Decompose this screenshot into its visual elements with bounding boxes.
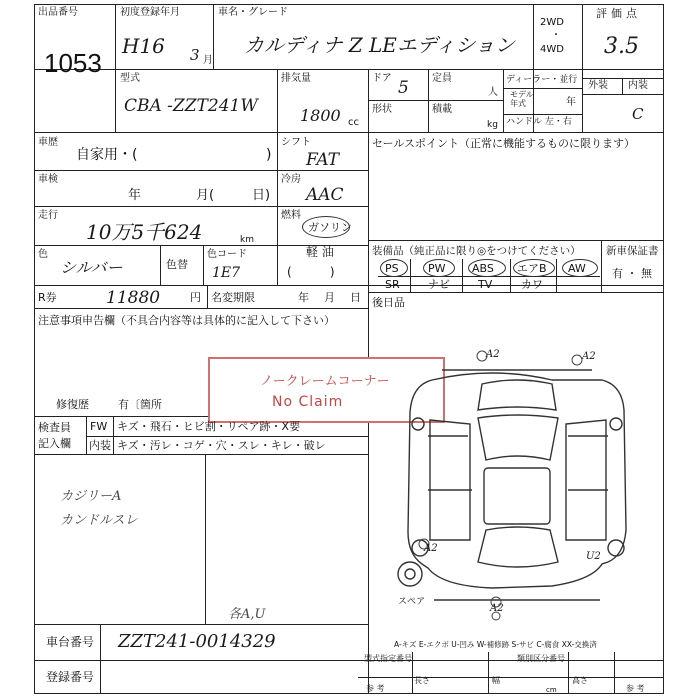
ac-label: 冷房 [281, 174, 301, 185]
equipment-leather: カワ [521, 278, 543, 291]
form-number-label: 型式指定番号 [364, 654, 412, 663]
history-value: 自家用・( [76, 147, 138, 163]
mileage-label: 走行 [38, 210, 58, 221]
width-label: 幅 [492, 676, 500, 685]
fuel-paren: ( ) [287, 265, 335, 279]
first-registration-month: 3 [190, 46, 200, 64]
fw-text: キズ・飛石・ヒビ割・リペア跡・X要 [117, 420, 301, 433]
equipment-sr: SR [385, 278, 400, 291]
repair-label: 修復歴 [56, 398, 89, 411]
yen-unit: 円 [190, 291, 201, 304]
first-registration-label: 初度登録年月 [120, 7, 180, 18]
chassis-label: 車台番号 [46, 635, 95, 649]
no-claim-en: No Claim [272, 394, 344, 410]
person-unit: 人 [488, 87, 498, 98]
inspection-label: 車検 [38, 174, 58, 185]
lot-number: 1053 [44, 48, 102, 78]
model-label: 車名・グレード [218, 7, 288, 18]
kg-unit: kg [487, 120, 498, 130]
repair-value: 有〔箇所 [118, 398, 162, 411]
equipment-airbag: エアB [517, 262, 547, 275]
history-paren-close: ) [266, 147, 272, 163]
color-code-value: 1E7 [212, 265, 241, 281]
equipment-pw: PW [428, 262, 446, 275]
height-label: 高さ [572, 676, 588, 685]
fuel-label: 燃料 [281, 210, 301, 221]
interior-inspect-text: キズ・汚レ・コゲ・穴・スレ・キレ・破レ [117, 439, 326, 452]
exterior-label: 外装 [588, 80, 608, 91]
inspection-month-unit: 月( [196, 188, 215, 203]
color-code-label: 色コード [207, 249, 247, 260]
registration-label: 登録番号 [46, 670, 95, 684]
notes-label: 注意事項申告欄（不具合内容等は具体的に記入して下さい） [38, 314, 335, 327]
equipment-aw-circle [562, 259, 598, 277]
ref-label-2: 参 考 [626, 684, 645, 693]
recycle-label: R券 [38, 291, 57, 304]
spare-label: スペア [398, 597, 426, 607]
mileage-unit: km [240, 235, 254, 245]
handle-label: ハンドル 左・右 [506, 117, 572, 127]
chassis-value: ZZT241-0014329 [118, 631, 276, 652]
equipment-label: 装備品（純正品に限り◎をつけてください） [372, 245, 581, 257]
dealer-label: ディーラー・並行 [506, 75, 578, 85]
equipment-ps: PS [385, 262, 399, 275]
inspection-year-unit: 年 [128, 188, 142, 203]
sales-point-label: セールスポイント（正常に機能するものに限ります） [372, 137, 636, 150]
lot-number-label: 出品番号 [38, 7, 78, 18]
class-number-label: 類別区分番号 [517, 654, 565, 663]
door-value: 5 [398, 78, 409, 98]
inspector-label-1: 検査員 [38, 421, 71, 434]
name-change-year: 年 [298, 291, 309, 304]
cc-unit: cc [348, 117, 359, 128]
door-label: ドア [372, 73, 392, 84]
damage-mark-a2-rear-left: A2 [424, 543, 438, 554]
color-change-label: 色替 [166, 258, 188, 271]
fuel-gasoline: ガソリン [308, 221, 352, 234]
inspector-remark-1: カジリーA [60, 489, 122, 504]
equipment-abs: ABS [472, 262, 494, 275]
fw-label: FW [90, 420, 108, 433]
damage-mark-u2: U2 [586, 551, 601, 562]
ac-value: AAC [306, 185, 344, 205]
interior-inspect-label: 内装 [89, 439, 111, 452]
interior-label: 内装 [628, 80, 648, 91]
name-change-day: 日 [350, 291, 361, 304]
name-change-month: 月 [324, 291, 335, 304]
type-value: CBA -ZZT241W [124, 96, 258, 116]
equipment-aw: AW [568, 262, 586, 275]
recycle-value: 11880 [106, 288, 161, 308]
model-name: カルディナ Z LEエディション [244, 33, 515, 57]
fuel-diesel: 軽 油 [306, 245, 334, 259]
equipment-ps-circle [380, 259, 408, 277]
drive-separator: ・ [551, 30, 561, 41]
equipment-tv: TV [478, 278, 493, 291]
length-label: 長さ [414, 676, 430, 685]
damage-mark-a2-rear: A2 [490, 603, 504, 614]
drive-2wd: 2WD [540, 17, 564, 28]
type-label: 型式 [120, 73, 140, 84]
warranty-label: 新車保証書 [606, 245, 659, 257]
warranty-value: 有 ・ 無 [612, 267, 652, 280]
inspector-label-2: 記入欄 [38, 437, 71, 450]
no-claim-jp: ノークレームコーナー [260, 374, 390, 389]
displacement-value: 1800 [300, 106, 341, 125]
equipment-navi: ナビ [428, 278, 450, 291]
ref-label-1: 参 考 [366, 684, 385, 693]
shape-label: 形状 [372, 104, 392, 115]
after-sales-label: 後日品 [372, 296, 405, 309]
damage-legend: A-キズ E-エクボ U-凹み W-補修跡 S-サビ C-腐食 XX-交換済 [394, 640, 597, 649]
cm-unit: cm [546, 686, 557, 694]
color-label: 色 [38, 249, 48, 260]
inspector-remark-2: カンドルスレ [60, 513, 138, 528]
car-damage-diagram [372, 340, 664, 640]
color-value: シルバー [60, 258, 123, 277]
equipment-pw-circle [423, 259, 455, 277]
damage-mark-a2-front-right: A2 [582, 351, 596, 362]
mileage-value: 10万5千624 [86, 220, 203, 244]
first-registration-era: H16 [122, 34, 165, 58]
shift-label: シフト [281, 137, 311, 148]
history-label: 車歴 [38, 137, 58, 148]
capacity-label: 定員 [432, 73, 452, 84]
model-year-label: モデル 年式 [510, 90, 534, 108]
displacement-label: 排気量 [281, 73, 311, 84]
equipment-abs-circle [468, 259, 506, 277]
inspector-remark-3: 各A,U [228, 607, 266, 622]
equipment-airbag-circle [513, 259, 555, 277]
damage-mark-a2-front-left: A2 [486, 349, 500, 360]
drive-4wd: 4WD [540, 44, 564, 55]
fuel-gasoline-circle [302, 216, 350, 238]
month-unit: 月 [203, 55, 213, 66]
inspection-day-unit: 日) [252, 188, 271, 203]
name-change-label: 名変期限 [211, 291, 255, 304]
load-label: 積載 [432, 104, 452, 115]
year-unit: 年 [566, 97, 576, 108]
interior-value: C [632, 105, 644, 123]
shift-value: FAT [306, 150, 340, 170]
grade-label: 評価点 [596, 7, 641, 20]
grade-value: 3.5 [604, 34, 639, 59]
